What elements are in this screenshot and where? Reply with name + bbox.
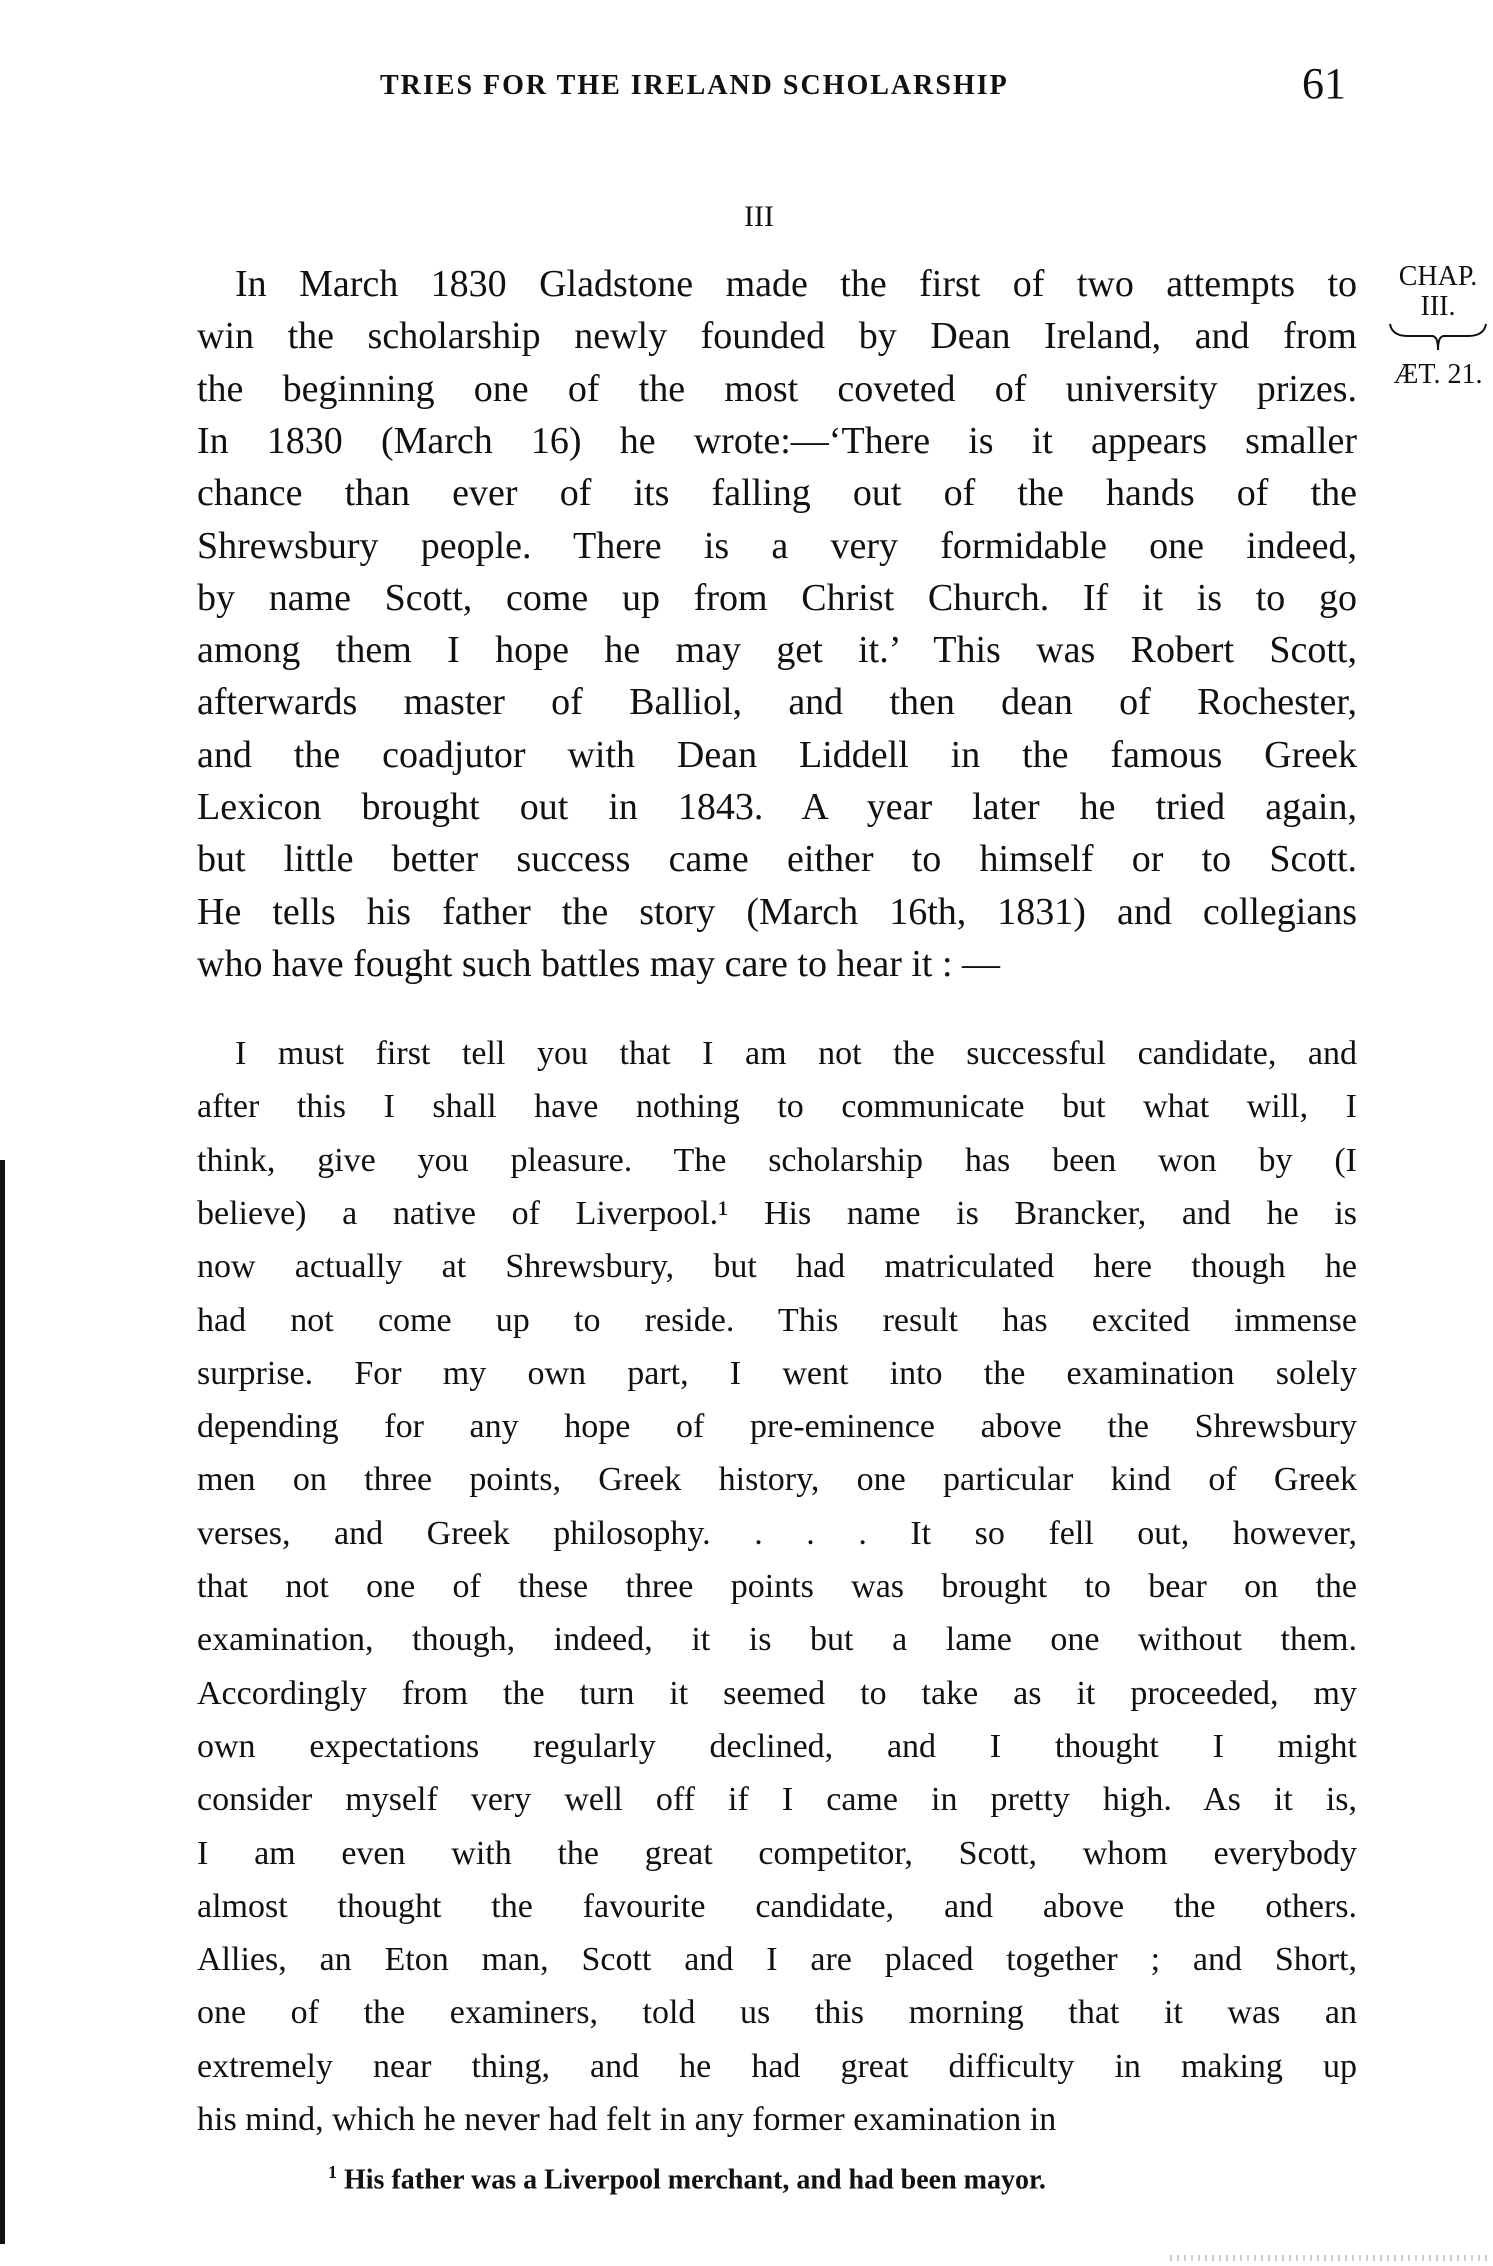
text-line: Lexicon brought out in 1843. A year later he tried again, (197, 786, 1357, 828)
text-line: one of the examiners, told us this morning that it was an (197, 1994, 1357, 2032)
text-line: depending for any hope of pre-eminence above the Shrewsbury (197, 1408, 1357, 1446)
text-line: had not come up to reside. This result has excited immense (197, 1301, 1357, 1339)
text-line: think, give you pleasure. The scholarship has been won by (I (197, 1141, 1357, 1179)
text-line: He tells his father the story (March 16th, 1831) and collegians (197, 890, 1357, 933)
text-line: verses, and Greek philosophy. . . . It so fell out, however, (197, 1514, 1357, 1552)
text-line: examination, though, indeed, it is but a lame one without them. (197, 1621, 1357, 1659)
page-edge-bar (0, 1160, 5, 2244)
text-line: the beginning one of the most coveted of university prizes. (197, 367, 1357, 410)
margin-note (1384, 262, 1492, 390)
text-line: among them I hope he may get it.’ This was Robert Scott, (197, 629, 1357, 672)
brace-icon (1388, 322, 1488, 352)
text-line: own expectations regularly declined, and I thought I might (197, 1727, 1357, 1765)
text-line: I must first tell you that I am not the successful candidate, and (235, 1035, 1357, 1072)
text-line: and the coadjutor with Dean Liddell in the famous Greek (197, 733, 1357, 776)
footnote (328, 2162, 1046, 2196)
margin-chap: CHAP. (1398, 261, 1478, 292)
text-line: consider myself very well off if I came in pretty high. As it is, (197, 1781, 1357, 1819)
margin-chap-number: III. (1420, 291, 1456, 322)
text-line: surprise. For my own part, I went into the examination solely (197, 1354, 1357, 1392)
text-line: Shrewsbury people. There is a very formidable one indeed, (197, 524, 1357, 567)
text-line: that not one of these three points was brought to bear on the (197, 1568, 1357, 1605)
running-head: TRIES FOR THE IRELAND SCHOLARSHIP (380, 70, 1009, 101)
text-line: extremely near thing, and he had great difficulty in making up (197, 2047, 1357, 2085)
text-line: Allies, an Eton man, Scott and I are placed together ; and Short, (197, 1941, 1357, 1979)
text-line: but little better success came either to himself or to Scott. (197, 838, 1357, 881)
text-line: In March 1830 Gladstone made the first of two attempts to (235, 263, 1357, 305)
text-line: win the scholarship newly founded by Dean Ireland, and from (197, 315, 1357, 358)
text-line: believe) a native of Liverpool.¹ His name is Brancker, and he is (197, 1194, 1357, 1232)
text-line: chance than ever of its falling out of the hands of the (197, 472, 1357, 515)
text-line: his mind, which he never had felt in any former examination in (197, 2101, 1057, 2138)
text-line: now actually at Shrewsbury, but had matriculated here though he (197, 1248, 1357, 1286)
text-line: men on three points, Greek history, one particular kind of Greek (197, 1461, 1357, 1499)
section-number: III (744, 200, 774, 233)
text-line: afterwards master of Balliol, and then dean of Rochester, (197, 681, 1357, 724)
scan-noise (1170, 2255, 1490, 2261)
text-line: I am even with the great competitor, Scott, whom everybody (197, 1834, 1357, 1872)
page-number: 61 (1302, 59, 1346, 108)
margin-aet: ÆT. 21. (1393, 359, 1483, 390)
text-line: after this I shall have nothing to communicate but what will, I (197, 1088, 1357, 1126)
text-line: In 1830 (March 16) he wrote:—‘There is it appears smaller (197, 419, 1357, 462)
footnote-text: His father was a Liverpool merchant, and had been mayor. (344, 2164, 1046, 2196)
text-line: Accordingly from the turn it seemed to take as it proceeded, my (197, 1674, 1357, 1712)
text-line: almost thought the favourite candidate, and above the others. (197, 1887, 1357, 1925)
text-line: by name Scott, come up from Christ Church. If it is to go (197, 576, 1357, 619)
footnote-marker: 1 (328, 2162, 337, 2182)
text-line: who have fought such battles may care to hear it : — (197, 942, 1001, 985)
